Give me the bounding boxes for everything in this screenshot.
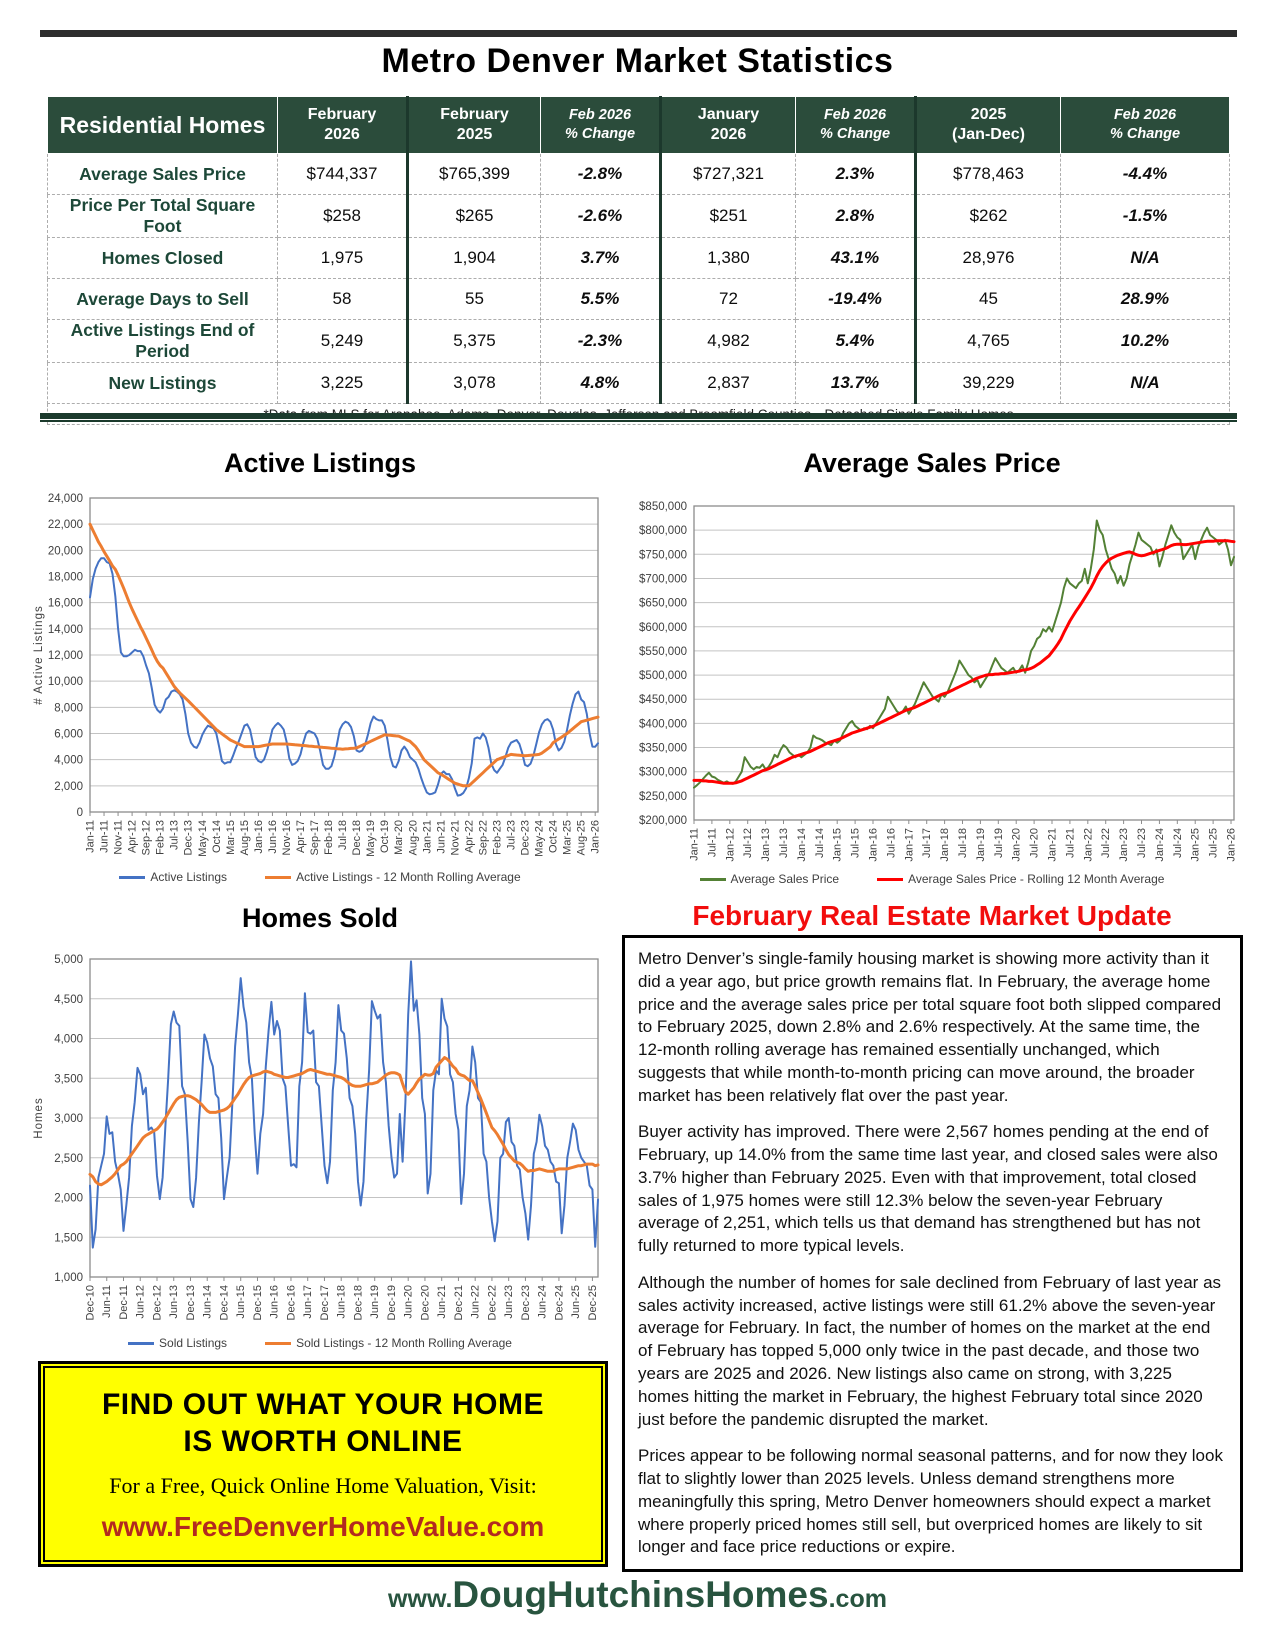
svg-text:Jan-17: Jan-17 xyxy=(903,828,916,862)
home-value-banner xyxy=(38,1361,608,1567)
svg-text:Jul-18: Jul-18 xyxy=(337,820,350,850)
svg-text:Dec-11: Dec-11 xyxy=(117,1285,130,1320)
svg-text:Jan-16: Jan-16 xyxy=(252,820,265,854)
stats-table-body xyxy=(48,154,1230,425)
svg-text:Dec-13: Dec-13 xyxy=(184,1285,197,1321)
footer-url-link[interactable] xyxy=(0,1574,1275,1616)
svg-text:Jul-15: Jul-15 xyxy=(849,828,862,858)
svg-text:$250,000: $250,000 xyxy=(639,790,687,803)
svg-text:Dec-21: Dec-21 xyxy=(452,1285,465,1321)
homes-sold-chart-title: Homes Sold xyxy=(241,903,399,933)
svg-text:Jan-12: Jan-12 xyxy=(724,828,737,862)
svg-text:2,000: 2,000 xyxy=(54,1192,83,1205)
svg-text:10,000: 10,000 xyxy=(47,676,83,689)
value-cell: N/A xyxy=(1061,363,1230,404)
page-title: Metro Denver Market Statistics xyxy=(381,42,894,80)
avg-sales-price-legend xyxy=(616,872,1248,886)
value-cell: 58 xyxy=(278,279,408,320)
value-cell: $251 xyxy=(661,195,796,238)
value-cell: 28,976 xyxy=(916,238,1061,279)
svg-text:$400,000: $400,000 xyxy=(639,718,687,731)
value-cell: 1,975 xyxy=(278,238,408,279)
legend-label: Active Listings - 12 Month Rolling Average xyxy=(296,870,521,884)
active-listings-chart-title: Active Listings xyxy=(223,448,417,478)
svg-text:Nov-21: Nov-21 xyxy=(449,820,462,856)
svg-text:Jun-11: Jun-11 xyxy=(98,820,111,853)
top-divider xyxy=(40,30,1237,37)
value-cell: 3,225 xyxy=(278,363,408,404)
value-cell: $778,463 xyxy=(916,154,1061,195)
svg-text:$750,000: $750,000 xyxy=(639,549,687,562)
header-cell: January 2026 xyxy=(661,97,796,154)
value-cell: -1.5% xyxy=(1061,195,1230,238)
svg-text:18,000: 18,000 xyxy=(47,571,83,584)
value-cell: $744,337 xyxy=(278,154,408,195)
value-cell: 1,904 xyxy=(408,238,541,279)
svg-text:Jul-21: Jul-21 xyxy=(1064,828,1077,858)
svg-text:Dec-23: Dec-23 xyxy=(519,820,532,856)
svg-text:5,000: 5,000 xyxy=(54,954,83,966)
svg-text:Feb-18: Feb-18 xyxy=(323,820,336,855)
svg-text:Jun-17: Jun-17 xyxy=(302,1285,315,1319)
svg-text:Jul-18: Jul-18 xyxy=(957,828,970,858)
legend-swatch xyxy=(119,876,145,879)
svg-text:Jan-18: Jan-18 xyxy=(939,828,952,862)
svg-text:Jul-24: Jul-24 xyxy=(1171,828,1184,858)
svg-text:3,000: 3,000 xyxy=(54,1113,83,1125)
svg-text:2,500: 2,500 xyxy=(54,1152,83,1165)
svg-text:2,000: 2,000 xyxy=(54,780,83,793)
value-cell: -2.3% xyxy=(541,320,661,363)
svg-text:Aug-20: Aug-20 xyxy=(407,820,420,856)
svg-text:Jun-25: Jun-25 xyxy=(570,1285,583,1319)
svg-text:May-24: May-24 xyxy=(533,820,546,857)
svg-text:Jul-13: Jul-13 xyxy=(778,828,791,858)
banner-url-link[interactable]: www.FreeDenverHomeValue.com xyxy=(101,1510,545,1542)
svg-text:Mar-20: Mar-20 xyxy=(393,820,406,855)
svg-text:22,000: 22,000 xyxy=(47,519,83,532)
value-cell: $727,321 xyxy=(661,154,796,195)
table-row xyxy=(48,363,1230,404)
svg-text:Jul-14: Jul-14 xyxy=(813,828,826,858)
svg-text:Oct-24: Oct-24 xyxy=(547,820,560,854)
svg-text:Aug-15: Aug-15 xyxy=(238,820,251,856)
market-update-paragraph: Buyer activity has improved. There were 2,567 homes pending at the end of February, up 14.0% from the same time last year, and closed sales were also 3.7% higher than February 2025. Even with that improvement, total closed sales of 1,975 homes were still 12.3% below the seven-year February average of 2,251, which tells us that demand has strengthened but has not fully returned to more typical levels. xyxy=(638,1122,1218,1256)
svg-text:Dec-12: Dec-12 xyxy=(151,1285,164,1321)
legend-label: Average Sales Price - Rolling 12 Month Average xyxy=(908,872,1165,886)
svg-text:Jun-19: Jun-19 xyxy=(369,1285,382,1319)
banner-headline-line2: IS WORTH ONLINE xyxy=(183,1425,463,1458)
svg-text:May-14: May-14 xyxy=(196,820,209,857)
svg-text:Jan-25: Jan-25 xyxy=(1189,828,1202,862)
svg-text:14,000: 14,000 xyxy=(47,623,83,636)
svg-text:Jan-19: Jan-19 xyxy=(974,828,987,862)
svg-text:Dec-18: Dec-18 xyxy=(352,1285,365,1321)
footer-domain: DougHutchinsHomes xyxy=(452,1574,829,1615)
avg-sales-price-chart-title: Average Sales Price xyxy=(803,448,1061,478)
row-label: Average Days to Sell xyxy=(48,279,278,320)
market-update-paragraph: Prices appear to be following normal seasonal patterns, and for now they look flat to slightly lower than 2025 levels. Unless demand strengthens more meaningfully this spring, Metro Denver homeowners should expect a market where properly priced homes still sell, but overpriced homes are likely to sit longer and face price reductions or expire. xyxy=(638,1446,1223,1557)
svg-text:Jun-22: Jun-22 xyxy=(469,1285,482,1319)
svg-text:Dec-17: Dec-17 xyxy=(318,1285,331,1321)
svg-text:Jun-24: Jun-24 xyxy=(536,1285,549,1319)
svg-text:Jun-23: Jun-23 xyxy=(503,1285,516,1319)
svg-text:$350,000: $350,000 xyxy=(639,742,687,755)
header-cell: Feb 2026 % Change xyxy=(541,97,661,154)
header-cell: Feb 2026 % Change xyxy=(1061,97,1230,154)
legend-label: Sold Listings xyxy=(159,1336,228,1350)
legend-entry xyxy=(265,870,521,884)
header-cell: February 2026 xyxy=(278,97,408,154)
value-cell: 10.2% xyxy=(1061,320,1230,363)
value-cell: N/A xyxy=(1061,238,1230,279)
svg-text:4,000: 4,000 xyxy=(54,1033,83,1046)
value-cell: -2.6% xyxy=(541,195,661,238)
value-cell: 2.8% xyxy=(796,195,916,238)
market-update-body xyxy=(622,935,1243,1572)
svg-text:Dec-14: Dec-14 xyxy=(218,1285,231,1321)
table-row xyxy=(48,279,1230,320)
svg-text:Oct-14: Oct-14 xyxy=(210,820,223,854)
svg-text:Jan-21: Jan-21 xyxy=(421,820,434,854)
legend-entry xyxy=(265,1336,512,1350)
value-cell: 45 xyxy=(916,279,1061,320)
svg-text:Jun-11: Jun-11 xyxy=(101,1285,114,1318)
svg-text:Jan-20: Jan-20 xyxy=(1010,828,1023,862)
svg-text:0: 0 xyxy=(76,807,83,819)
svg-text:Dec-24: Dec-24 xyxy=(553,1285,566,1321)
value-cell: 4,765 xyxy=(916,320,1061,363)
row-label: New Listings xyxy=(48,363,278,404)
svg-text:Jun-21: Jun-21 xyxy=(435,820,448,854)
svg-text:Jul-13: Jul-13 xyxy=(168,820,181,850)
value-cell: $262 xyxy=(916,195,1061,238)
header-cell: February 2025 xyxy=(408,97,541,154)
value-cell: $258 xyxy=(278,195,408,238)
svg-text:Jul-12: Jul-12 xyxy=(742,828,755,858)
homes-sold-chart xyxy=(30,945,610,1333)
value-cell: 3.7% xyxy=(541,238,661,279)
svg-text:Jan-26: Jan-26 xyxy=(589,820,602,854)
market-update-paragraph: Metro Denver’s single-family housing market is showing more activity than it did a year ago, but price growth remains flat. In February, the average home price and the average sales price per total square foot both slipped compared to February 2025, down 2.8% and 2.6% respectively. At the same time, the 12-month rolling average has remained essentially unchanged, which suggests that while month-to-month pricing can move around, the broader market has been relatively flat over the past year. xyxy=(638,949,1222,1105)
market-update-paragraph: Although the number of homes for sale declined from February of last year as sales activity increased, active listings were still 61.2% above the seven-year average for February. In fact, the number of homes on the market at the end of February has topped 5,000 only twice in the past decade, and those two years are 2025 and 2026. New listings also came on strong, with 3,225 homes hitting the market in February, the highest February total since 2020 just before the pandemic disrupted the market. xyxy=(638,1272,1222,1429)
svg-text:1,500: 1,500 xyxy=(54,1232,83,1245)
svg-text:Sep-22: Sep-22 xyxy=(477,820,490,856)
value-cell: 3,078 xyxy=(408,363,541,404)
svg-text:Feb-23: Feb-23 xyxy=(491,820,504,855)
value-cell: 39,229 xyxy=(916,363,1061,404)
svg-text:Dec-10: Dec-10 xyxy=(84,1285,97,1321)
table-row xyxy=(48,320,1230,363)
svg-text:Dec-20: Dec-20 xyxy=(419,1285,432,1321)
svg-text:$450,000: $450,000 xyxy=(639,694,687,707)
svg-text:$600,000: $600,000 xyxy=(639,621,687,634)
svg-text:Jun-21: Jun-21 xyxy=(436,1285,449,1319)
row-label: Price Per Total Square Foot xyxy=(48,195,278,238)
avg-sales-price-chart xyxy=(616,486,1248,866)
stats-table-grid xyxy=(47,96,1230,425)
active-listings-legend xyxy=(30,870,610,884)
legend-entry xyxy=(877,872,1164,886)
value-cell: 28.9% xyxy=(1061,279,1230,320)
svg-text:Jul-20: Jul-20 xyxy=(1028,828,1041,858)
svg-text:$800,000: $800,000 xyxy=(639,525,687,538)
svg-text:$700,000: $700,000 xyxy=(639,573,687,586)
svg-text:Jan-22: Jan-22 xyxy=(1082,828,1095,862)
svg-text:Dec-16: Dec-16 xyxy=(285,1285,298,1321)
legend-entry xyxy=(700,872,840,886)
value-cell: -19.4% xyxy=(796,279,916,320)
svg-text:Jan-11: Jan-11 xyxy=(688,828,701,861)
svg-text:Jan-21: Jan-21 xyxy=(1046,828,1059,862)
legend-swatch xyxy=(700,878,726,881)
value-cell: 55 xyxy=(408,279,541,320)
svg-text:Jul-19: Jul-19 xyxy=(992,828,1005,858)
legend-swatch xyxy=(128,1342,154,1345)
svg-text:Sep-17: Sep-17 xyxy=(309,820,322,856)
value-cell: -2.8% xyxy=(541,154,661,195)
svg-text:Jul-17: Jul-17 xyxy=(921,828,934,858)
value-cell: $265 xyxy=(408,195,541,238)
svg-text:$650,000: $650,000 xyxy=(639,597,687,610)
homes-sold-legend xyxy=(30,1336,610,1350)
svg-text:Nov-16: Nov-16 xyxy=(280,820,293,856)
svg-text:16,000: 16,000 xyxy=(47,597,83,610)
header-cell-residential-homes: Residential Homes xyxy=(48,97,278,154)
row-label: Active Listings End of Period xyxy=(48,320,278,363)
svg-text:Aug-25: Aug-25 xyxy=(575,820,588,856)
banner-headline-line1: FIND OUT WHAT YOUR HOME xyxy=(101,1387,545,1421)
svg-text:Mar-25: Mar-25 xyxy=(561,820,574,855)
svg-text:Jan-16: Jan-16 xyxy=(867,828,880,862)
value-cell: 4,982 xyxy=(661,320,796,363)
svg-text:8,000: 8,000 xyxy=(54,702,83,715)
banner-headline xyxy=(102,1386,544,1461)
value-cell: 72 xyxy=(661,279,796,320)
svg-text:Jan-15: Jan-15 xyxy=(831,828,844,862)
legend-swatch xyxy=(877,878,903,881)
svg-text:12,000: 12,000 xyxy=(47,650,83,662)
svg-text:6,000: 6,000 xyxy=(54,728,83,741)
value-cell: 4.8% xyxy=(541,363,661,404)
legend-label: Sold Listings - 12 Month Rolling Average xyxy=(296,1336,512,1350)
footer-tld: .com xyxy=(828,1585,887,1613)
svg-text:Jul-16: Jul-16 xyxy=(885,828,898,858)
svg-text:1,000: 1,000 xyxy=(54,1272,83,1284)
svg-text:Jan-14: Jan-14 xyxy=(795,828,808,862)
table-bottom-divider xyxy=(40,413,1237,422)
svg-text:Jun-20: Jun-20 xyxy=(402,1285,415,1319)
svg-text:Jul-23: Jul-23 xyxy=(1136,828,1149,858)
svg-text:Dec-19: Dec-19 xyxy=(385,1285,398,1321)
home-value-banner-inner xyxy=(43,1366,603,1562)
svg-text:Apr-17: Apr-17 xyxy=(294,820,307,854)
svg-text:$300,000: $300,000 xyxy=(639,766,687,779)
banner-subtitle: For a Free, Quick Online Home Valuation, Visit: xyxy=(109,1472,537,1498)
table-row xyxy=(48,154,1230,195)
value-cell: $765,399 xyxy=(408,154,541,195)
svg-text:Jan-11: Jan-11 xyxy=(84,820,97,853)
svg-text:Jun-12: Jun-12 xyxy=(134,1285,147,1319)
legend-label: Active Listings xyxy=(150,870,228,884)
market-update-title: February Real Estate Market Update xyxy=(692,900,1172,931)
svg-text:Apr-22: Apr-22 xyxy=(463,820,476,854)
svg-text:Oct-19: Oct-19 xyxy=(379,820,392,854)
svg-text:# Active Listings: # Active Listings xyxy=(33,605,45,705)
svg-text:Jun-14: Jun-14 xyxy=(201,1285,214,1319)
header-cell: 2025 (Jan-Dec) xyxy=(916,97,1061,154)
legend-entry xyxy=(119,870,227,884)
value-cell: 5,375 xyxy=(408,320,541,363)
table-row xyxy=(48,238,1230,279)
svg-text:$550,000: $550,000 xyxy=(639,645,687,658)
svg-text:Jun-18: Jun-18 xyxy=(335,1285,348,1319)
svg-text:Jul-23: Jul-23 xyxy=(505,820,518,850)
stats-table-head xyxy=(48,97,1230,154)
svg-text:20,000: 20,000 xyxy=(47,545,83,558)
svg-text:Jun-15: Jun-15 xyxy=(235,1285,248,1319)
svg-text:Dec-15: Dec-15 xyxy=(251,1285,264,1321)
svg-text:4,500: 4,500 xyxy=(54,993,83,1006)
svg-text:Jan-26: Jan-26 xyxy=(1225,828,1238,862)
value-cell: 43.1% xyxy=(796,238,916,279)
svg-text:$200,000: $200,000 xyxy=(639,815,687,827)
row-label: Average Sales Price xyxy=(48,154,278,195)
footer-www: www. xyxy=(388,1585,453,1613)
svg-text:Dec-18: Dec-18 xyxy=(351,820,364,856)
svg-text:$500,000: $500,000 xyxy=(639,670,687,683)
svg-text:May-19: May-19 xyxy=(365,820,378,857)
row-label: Homes Closed xyxy=(48,238,278,279)
svg-text:Jan-23: Jan-23 xyxy=(1118,828,1131,862)
value-cell: 5.4% xyxy=(796,320,916,363)
svg-text:Apr-12: Apr-12 xyxy=(126,820,139,854)
svg-text:Jan-24: Jan-24 xyxy=(1153,828,1166,862)
svg-text:Mar-15: Mar-15 xyxy=(224,820,237,855)
svg-text:Dec-13: Dec-13 xyxy=(182,820,195,856)
value-cell: 5,249 xyxy=(278,320,408,363)
svg-text:3,500: 3,500 xyxy=(54,1073,83,1086)
active-listings-chart xyxy=(30,486,610,864)
svg-text:Jun-13: Jun-13 xyxy=(168,1285,181,1319)
header-cell: Feb 2026 % Change xyxy=(796,97,916,154)
value-cell: 2,837 xyxy=(661,363,796,404)
svg-text:Feb-13: Feb-13 xyxy=(154,820,167,855)
svg-text:Jul-22: Jul-22 xyxy=(1100,828,1113,858)
svg-text:Jun-16: Jun-16 xyxy=(266,820,279,854)
legend-swatch xyxy=(265,876,291,879)
value-cell: 2.3% xyxy=(796,154,916,195)
value-cell: 5.5% xyxy=(541,279,661,320)
svg-text:Nov-11: Nov-11 xyxy=(112,820,125,855)
value-cell: 1,380 xyxy=(661,238,796,279)
svg-text:Sep-12: Sep-12 xyxy=(140,820,153,856)
value-cell: 13.7% xyxy=(796,363,916,404)
svg-text:Dec-22: Dec-22 xyxy=(486,1285,499,1321)
svg-text:4,000: 4,000 xyxy=(54,754,83,767)
table-row xyxy=(48,195,1230,238)
svg-text:Jun-16: Jun-16 xyxy=(268,1285,281,1319)
svg-text:Jul-11: Jul-11 xyxy=(706,828,719,858)
value-cell: -4.4% xyxy=(1061,154,1230,195)
svg-text:Jul-25: Jul-25 xyxy=(1207,828,1220,858)
legend-entry xyxy=(128,1336,227,1350)
svg-text:Homes: Homes xyxy=(33,1097,45,1139)
legend-swatch xyxy=(265,1342,291,1345)
stats-table xyxy=(47,96,1229,425)
svg-text:24,000: 24,000 xyxy=(47,493,83,505)
svg-text:Dec-25: Dec-25 xyxy=(586,1285,599,1321)
svg-text:Dec-23: Dec-23 xyxy=(519,1285,532,1321)
legend-label: Average Sales Price xyxy=(730,872,840,886)
svg-text:$850,000: $850,000 xyxy=(639,501,687,513)
svg-text:Jan-13: Jan-13 xyxy=(760,828,773,862)
